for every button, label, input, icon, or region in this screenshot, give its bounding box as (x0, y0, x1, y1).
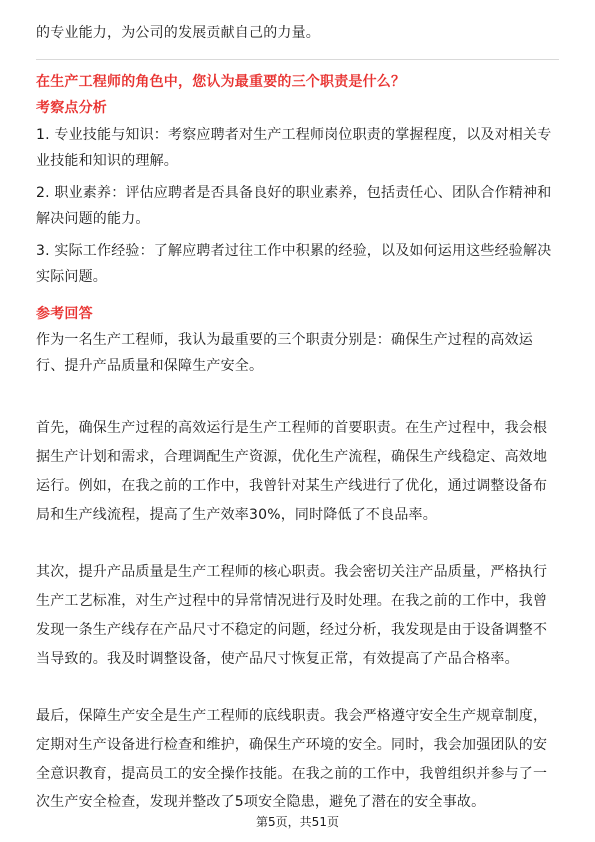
divider (36, 59, 559, 60)
intro-line: 的专业能力，为公司的发展贡献自己的力量。 (36, 25, 320, 41)
answer-p4-line: 全意识教育，提高员工的安全操作技能。在我之前的工作中，我曾组织并参与了一 (36, 766, 548, 782)
answer-p2-line: 首先，确保生产过程的高效运行是生产工程师的首要职责。在生产过程中，我会根 (36, 420, 548, 436)
answer-p4-line: 定期对生产设备进行检查和维护，确保生产环境的安全。同时，我会加强团队的安 (36, 737, 548, 753)
answer-p3-line: 当导致的。我及时调整设备，使产品尺寸恢复正常，有效提高了产品合格率。 (36, 651, 519, 667)
question-title: 在生产工程师的角色中，您认为最重要的三个职责是什么？ (36, 74, 406, 90)
answer-heading: 参考回答 (36, 306, 93, 322)
answer-p3-line: 发现一条生产线存在产品尺寸不稳定的问题，经过分析，我发现是由于设备调整不 (36, 622, 548, 638)
analysis-line: 1. 专业技能与知识：考察应聘者对生产工程师岗位职责的掌握程度，以及对相关专 (36, 127, 552, 143)
answer-p2-line: 局和生产线流程，提高了生产效率30%，同时降低了不良品率。 (36, 507, 437, 523)
analysis-line: 3. 实际工作经验：了解应聘者过往工作中积累的经验，以及如何运用这些经验解决 (36, 243, 552, 259)
answer-p2-line: 运行。例如，在我之前的工作中，我曾针对某生产线进行了优化，通过调整设备布 (36, 478, 548, 494)
answer-p4-line: 次生产安全检查，发现并整改了5项安全隐患，避免了潜在的安全事故。 (36, 794, 486, 810)
answer-p1-line: 作为一名生产工程师，我认为最重要的三个职责分别是：确保生产过程的高效运 (36, 332, 533, 348)
analysis-line: 2. 职业素养：评估应聘者是否具备良好的职业素养，包括责任心、团队合作精神和 (36, 185, 552, 201)
analysis-line: 实际问题。 (36, 269, 107, 285)
page-number: 第5页，共51页 (256, 815, 339, 829)
answer-p3-line: 生产工艺标准，对生产过程中的异常情况进行及时处理。在我之前的工作中，我曾 (36, 593, 548, 609)
answer-p4-line: 最后，保障生产安全是生产工程师的底线职责。我会严格遵守安全生产规章制度， (36, 708, 548, 724)
analysis-line: 解决问题的能力。 (36, 211, 150, 227)
answer-p1-line: 行、提升产品质量和保障生产安全。 (36, 358, 264, 374)
analysis-line: 业技能和知识的理解。 (36, 153, 178, 169)
answer-p2-line: 据生产计划和需求，合理调配生产资源，优化生产流程，确保生产线稳定、高效地 (36, 449, 548, 465)
answer-p3-line: 其次，提升产品质量是生产工程师的核心职责。我会密切关注产品质量，严格执行 (36, 564, 548, 580)
analysis-heading: 考察点分析 (36, 100, 107, 116)
